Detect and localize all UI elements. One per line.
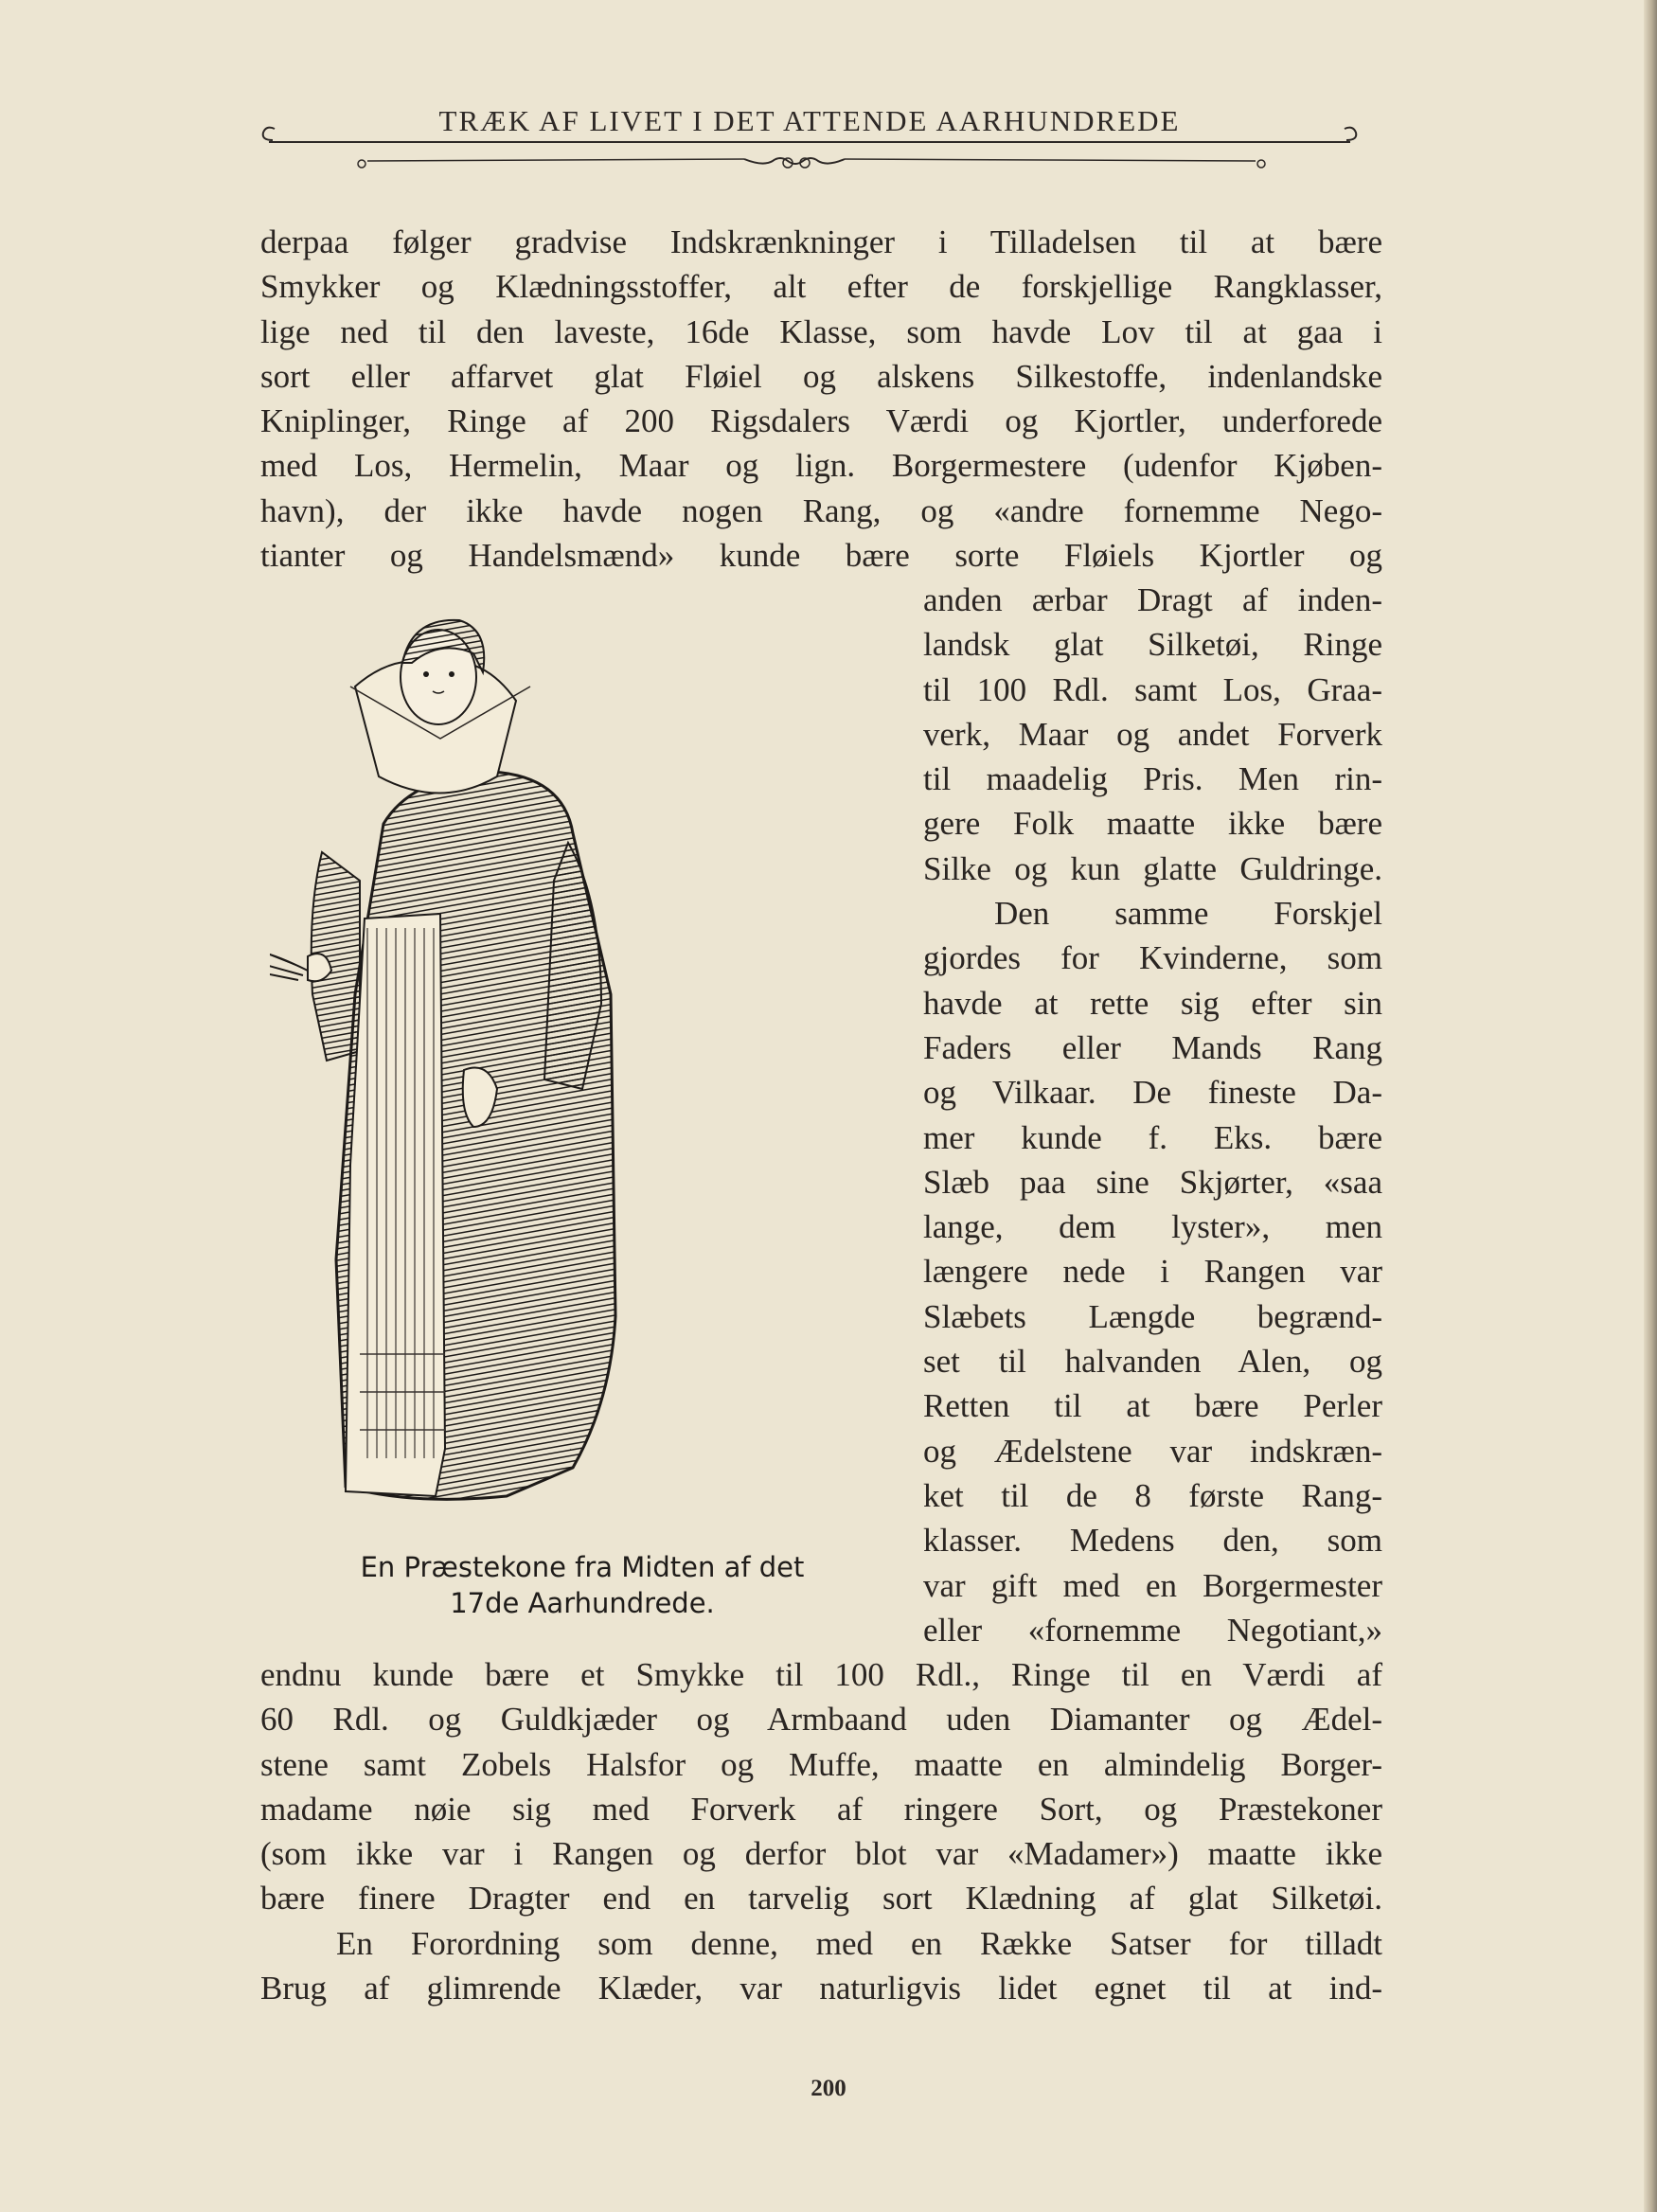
- text-line: til 100 Rdl. samt Los, Graa-: [923, 670, 1382, 708]
- text-line: verk, Maar og andet Forverk: [923, 715, 1382, 753]
- text-line: (som ikke var i Rangen og derfor blot var «Madamer») maatte ikke: [260, 1835, 1382, 1873]
- text-line: og Ædelstene var indskræn-: [923, 1432, 1382, 1470]
- text-line: 60 Rdl. og Guldkjæder og Armbaand uden Diamanter og Ædel-: [260, 1701, 1382, 1739]
- text-line: tianter og Handelsmænd» kunde bære sorte Fløiels Kjortler og: [260, 537, 1382, 575]
- text-line: stene samt Zobels Halsfor og Muffe, maatte en almindelig Borger-: [260, 1745, 1382, 1783]
- text-line: En Forordning som denne, med en Række Satser for tilladt: [336, 1924, 1382, 1962]
- text-line: derpaa følger gradvise Indskrænkninger i Tilladelsen til at bære: [260, 223, 1382, 260]
- text-line: længere nede i Rangen var: [923, 1253, 1382, 1291]
- text-line: havn), der ikke havde nogen Rang, og «andre fornemme Nego-: [260, 491, 1382, 529]
- figure-illustration: [270, 597, 895, 1543]
- text-line: Smykker og Klædningsstoffer, alt efter de forskjellige Rangklasser,: [260, 268, 1382, 306]
- text-line: anden ærbar Dragt af inden-: [923, 581, 1382, 618]
- figure-caption: [270, 1549, 895, 1621]
- text-line: landsk glat Silketøi, Ringe: [923, 626, 1382, 664]
- text-line: madame nøie sig med Forverk af ringere Sort, og Præstekoner: [260, 1790, 1382, 1828]
- caption-line: 17de Aarhundrede.: [450, 1587, 715, 1619]
- text-line: eller «fornemme Negotiant,»: [923, 1611, 1382, 1649]
- text-line: Silke og kun glatte Guldringe.: [923, 849, 1382, 887]
- text-line: lange, dem lyster», men: [923, 1208, 1382, 1246]
- text-line: klasser. Medens den, som: [923, 1522, 1382, 1560]
- text-line: set til halvanden Alen, og: [923, 1343, 1382, 1381]
- text-line: Slæb paa sine Skjørter, «saa: [923, 1163, 1382, 1201]
- page-edge: [1644, 0, 1657, 2212]
- text-line: Slæbets Længde begrænd-: [923, 1297, 1382, 1335]
- text-line: til maadelig Pris. Men rin-: [923, 760, 1382, 798]
- text-line: Kniplinger, Ringe af 200 Rigsdalers Værdi og Kjortler, underforede: [260, 402, 1382, 440]
- text-line: lige ned til den laveste, 16de Klasse, som havde Lov til at gaa i: [260, 312, 1382, 350]
- text-block-top: [260, 220, 1382, 578]
- text-line: endnu kunde bære et Smykke til 100 Rdl., Ringe til en Værdi af: [260, 1656, 1382, 1693]
- caption-line: En Præstekone fra Midten af det: [360, 1551, 805, 1583]
- text-line: Den samme Forskjel: [994, 895, 1382, 933]
- text-line: mer kunde f. Eks. bære: [923, 1118, 1382, 1156]
- text-block-bottom: [260, 1652, 1382, 2010]
- text-line: sort eller affarvet glat Fløiel og alskens Silkestoffe, indenlandske: [260, 357, 1382, 395]
- text-line: ket til de 8 første Rang-: [923, 1476, 1382, 1514]
- text-block-side: [923, 578, 1382, 1652]
- text-line: var gift med en Borgermester: [923, 1566, 1382, 1604]
- text-line: havde at rette sig efter sin: [923, 984, 1382, 1022]
- text-line: Retten til at bære Perler: [923, 1387, 1382, 1425]
- text-line: med Los, Hermelin, Maar og lign. Borgermestere (udenfor Kjøben-: [260, 447, 1382, 485]
- woman-figure-icon: [270, 597, 895, 1543]
- page-number: 200: [811, 2076, 846, 2101]
- text-line: og Vilkaar. De fineste Da-: [923, 1074, 1382, 1112]
- text-line: bære finere Dragter end en tarvelig sort Klædning af glat Silketøi.: [260, 1880, 1382, 1918]
- text-line: gjordes for Kvinderne, som: [923, 939, 1382, 977]
- text-line: gere Folk maatte ikke bære: [923, 805, 1382, 843]
- text-line: Faders eller Mands Rang: [923, 1028, 1382, 1066]
- text-line: Brug af glimrende Klæder, var naturligvis lidet egnet til at ind-: [260, 1970, 1382, 2007]
- running-title: TRÆK AF LIVET I DET ATTENDE AARHUNDREDE: [438, 104, 1181, 137]
- running-head: [261, 102, 1358, 169]
